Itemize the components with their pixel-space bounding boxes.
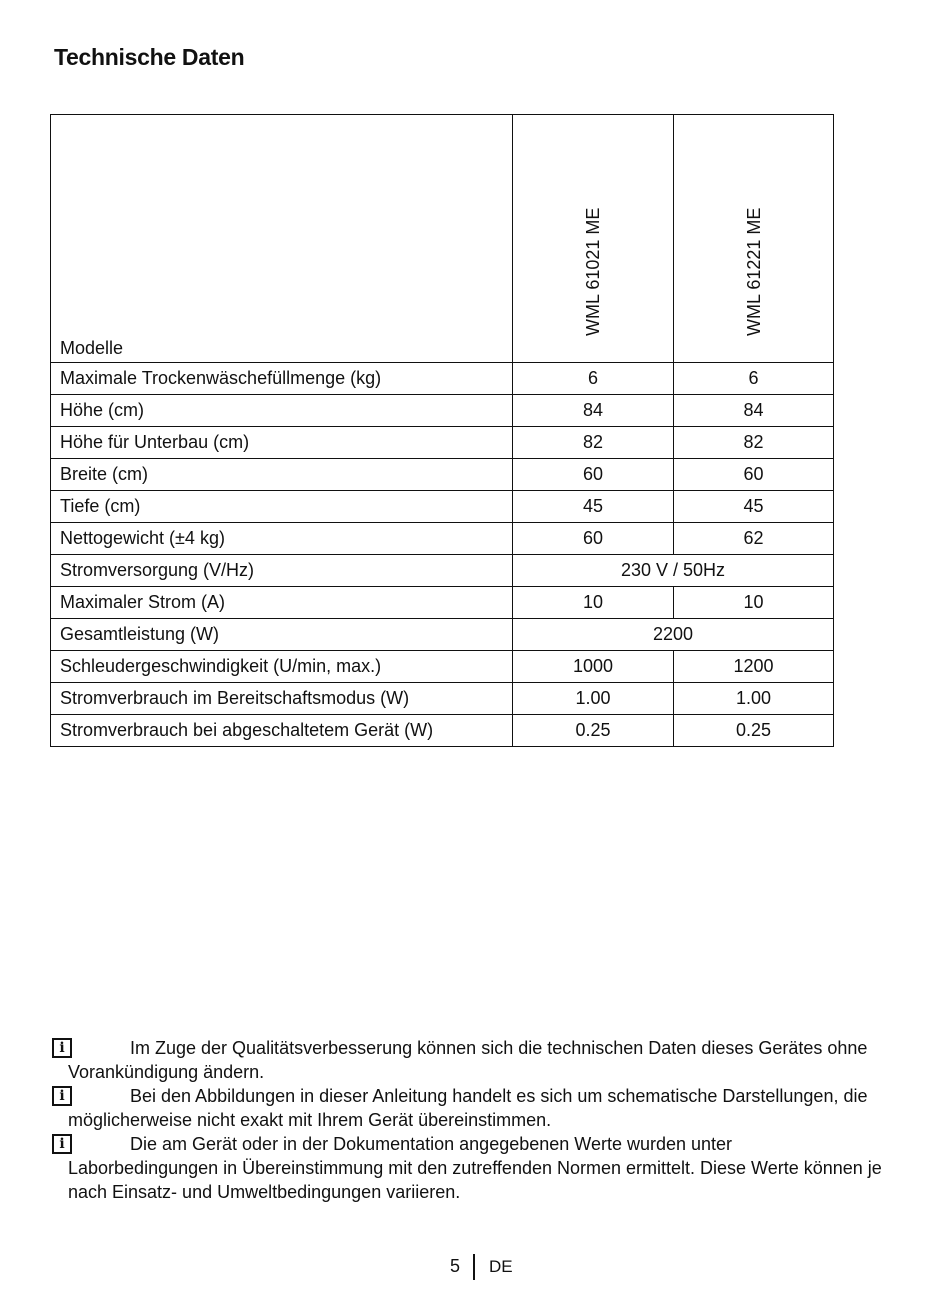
row-value: 84 <box>513 395 674 427</box>
row-value: 82 <box>513 427 674 459</box>
row-value: 10 <box>674 587 834 619</box>
row-value: 6 <box>674 363 834 395</box>
row-value: 60 <box>674 459 834 491</box>
row-value: 1200 <box>674 651 834 683</box>
row-value: 62 <box>674 523 834 555</box>
footer-divider <box>473 1254 475 1280</box>
row-label: Breite (cm) <box>51 459 513 491</box>
row-label: Maximale Trockenwäschefüllmenge (kg) <box>51 363 513 395</box>
row-value: 0.25 <box>513 715 674 747</box>
page-number: 5 <box>450 1256 461 1276</box>
table-row <box>51 491 834 523</box>
row-value: 45 <box>674 491 834 523</box>
row-value: 1.00 <box>674 683 834 715</box>
row-value: 82 <box>674 427 834 459</box>
row-label: Tiefe (cm) <box>51 491 513 523</box>
row-label: Stromversorgung (V/Hz) <box>51 555 513 587</box>
row-value-merged: 230 V / 50Hz <box>513 555 834 587</box>
row-label: Höhe (cm) <box>51 395 513 427</box>
model-name: WML 61021 ME <box>583 207 603 336</box>
table-row <box>51 555 834 587</box>
page-title: Technische Daten <box>54 44 245 70</box>
info-icon: i <box>52 1134 72 1154</box>
row-value: 45 <box>513 491 674 523</box>
row-value: 1.00 <box>513 683 674 715</box>
row-value: 84 <box>674 395 834 427</box>
table-row <box>51 363 834 395</box>
page-footer <box>0 1256 950 1280</box>
note-text: Bei den Abbildungen in dieser Anleitung handelt es sich um schematische Darstellungen, die möglicherweise nicht exakt mit Ihrem Gerät übereinstimmen. <box>68 1086 868 1130</box>
table-row <box>51 427 834 459</box>
language-code: DE <box>489 1257 513 1276</box>
info-icon: i <box>52 1086 72 1106</box>
table-row <box>51 395 834 427</box>
note-text: Die am Gerät oder in der Dokumentation angegebenen Werte wurden unter Laborbedingungen in Übereinstimmung mit den zutreffenden Normen ermittelt. Diese Werte können je nach Einsatz- und Umweltbedingungen variieren. <box>68 1134 882 1202</box>
spec-table <box>50 114 834 747</box>
table-row <box>51 619 834 651</box>
row-label: Höhe für Unterbau (cm) <box>51 427 513 459</box>
header-label: Modelle <box>51 115 513 363</box>
table-row <box>51 651 834 683</box>
row-value: 10 <box>513 587 674 619</box>
model-header-cell <box>674 115 834 363</box>
row-label: Nettogewicht (±4 kg) <box>51 523 513 555</box>
row-label: Stromverbrauch bei abgeschaltetem Gerät (W) <box>51 715 513 747</box>
table-row <box>51 683 834 715</box>
table-row <box>51 587 834 619</box>
row-value: 0.25 <box>674 715 834 747</box>
model-header-cell <box>513 115 674 363</box>
row-label: Stromverbrauch im Bereitschaftsmodus (W) <box>51 683 513 715</box>
info-note <box>52 1084 882 1132</box>
row-label: Schleudergeschwindigkeit (U/min, max.) <box>51 651 513 683</box>
row-value: 1000 <box>513 651 674 683</box>
row-value-merged: 2200 <box>513 619 834 651</box>
row-label: Gesamtleistung (W) <box>51 619 513 651</box>
note-text: Im Zuge der Qualitätsverbesserung können sich die technischen Daten dieses Gerätes ohne Vorankündigung ändern. <box>68 1038 868 1082</box>
table-row <box>51 523 834 555</box>
table-row <box>51 459 834 491</box>
info-note <box>52 1036 882 1084</box>
row-value: 60 <box>513 459 674 491</box>
table-row <box>51 715 834 747</box>
row-value: 6 <box>513 363 674 395</box>
row-label: Maximaler Strom (A) <box>51 587 513 619</box>
row-value: 60 <box>513 523 674 555</box>
table-header-row <box>51 115 834 363</box>
info-note <box>52 1132 882 1204</box>
info-icon: i <box>52 1038 72 1058</box>
notes-section <box>52 1036 882 1204</box>
model-name: WML 61221 ME <box>743 207 764 336</box>
